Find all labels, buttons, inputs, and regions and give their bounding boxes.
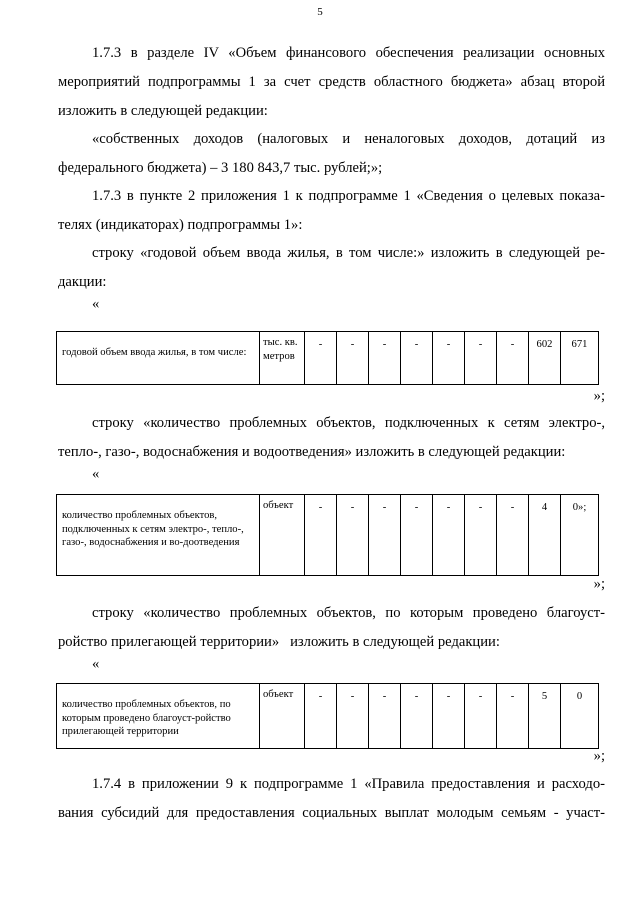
value-cell: - bbox=[369, 684, 401, 749]
paragraph-improvement-row bbox=[58, 599, 605, 657]
value-cell: - bbox=[337, 495, 369, 576]
closing-quote: »; bbox=[593, 748, 605, 764]
value-cell: - bbox=[305, 684, 337, 749]
text-line: 1.7.3 в разделе IV «Объем финансового обеспечения реализации основных bbox=[92, 45, 605, 61]
opening-quote: « bbox=[92, 296, 100, 312]
value-cell: - bbox=[497, 684, 529, 749]
value-cell: - bbox=[497, 332, 529, 385]
opening-quote: « bbox=[92, 466, 100, 482]
indicator-table-utilities bbox=[56, 494, 599, 576]
indicator-table-housing bbox=[56, 331, 599, 385]
text-line: строку «количество проблемных объектов, подключенных к сетям электро-, bbox=[92, 415, 605, 431]
value-cell: - bbox=[401, 495, 433, 576]
value-cell: - bbox=[433, 332, 465, 385]
opening-quote: « bbox=[92, 656, 100, 672]
value-cell: 602 bbox=[529, 332, 561, 385]
value-cell: 4 bbox=[529, 495, 561, 576]
text-line: вания субсидий для предоставления социальных выплат молодым семьям - участ- bbox=[58, 805, 605, 821]
unit-of-measure: объект bbox=[260, 684, 305, 749]
value-cell: - bbox=[337, 332, 369, 385]
value-cell: 671 bbox=[561, 332, 599, 385]
value-cell: - bbox=[497, 495, 529, 576]
value-cell: - bbox=[369, 332, 401, 385]
closing-quote: »; bbox=[593, 576, 605, 592]
paragraph-1-7-3-appendix-1 bbox=[58, 182, 605, 240]
paragraph-1-7-3-section-iv bbox=[58, 39, 605, 126]
paragraph-housing-row bbox=[58, 239, 605, 297]
text-line: «собственных доходов (налоговых и неналоговых доходов, дотаций из bbox=[92, 131, 605, 147]
closing-quote: »; bbox=[593, 388, 605, 404]
value-cell: - bbox=[433, 684, 465, 749]
value-cell: - bbox=[465, 495, 497, 576]
value-cell: - bbox=[305, 332, 337, 385]
unit-of-measure: тыс. кв. метров bbox=[260, 332, 305, 385]
value-cell: - bbox=[433, 495, 465, 576]
indicator-table-improvement bbox=[56, 683, 599, 749]
value-cell: 0»; bbox=[561, 495, 599, 576]
value-cell: - bbox=[465, 684, 497, 749]
value-cell: 5 bbox=[529, 684, 561, 749]
indicator-name: количество проблемных объектов, по которым проведено благоуст-ройство прилегающей территории bbox=[57, 684, 260, 749]
text-line: строку «годовой объем ввода жилья, в том числе:» изложить в следующей ре- bbox=[92, 245, 605, 261]
indicator-name: годовой объем ввода жилья, в том числе: bbox=[57, 332, 260, 385]
table-row bbox=[57, 495, 599, 576]
paragraph-utilities-row bbox=[58, 409, 605, 467]
paragraph-1-7-4-appendix-9 bbox=[58, 770, 605, 828]
text-line: 1.7.4 в приложении 9 к подпрограмме 1 «Правила предоставления и расходо- bbox=[92, 776, 605, 792]
page-number: 5 bbox=[317, 6, 323, 18]
text-line: тепло-, газо-, водоснабжения и водоотведения» изложить в следующей редакции: bbox=[58, 444, 566, 460]
indicator-name: количество проблемных объектов, подключенных к сетям электро-, тепло-, газо-, водоснабжения и во-доотведения bbox=[57, 495, 260, 576]
value-cell: 0 bbox=[561, 684, 599, 749]
text-line: 1.7.3 в пункте 2 приложения 1 к подпрограмме 1 «Сведения о целевых показа- bbox=[92, 188, 605, 204]
table-row bbox=[57, 332, 599, 385]
text-line: строку «количество проблемных объектов, по которым проведено благоуст- bbox=[92, 605, 605, 621]
text-line: федерального бюджета) – 3 180 843,7 тыс. рублей;»; bbox=[58, 160, 383, 176]
text-line: дакции: bbox=[58, 274, 107, 290]
table-row bbox=[57, 684, 599, 749]
text-line: телях (индикаторах) подпрограммы 1»: bbox=[58, 217, 303, 233]
paragraph-own-revenues bbox=[58, 125, 605, 183]
value-cell: - bbox=[401, 332, 433, 385]
value-cell: - bbox=[465, 332, 497, 385]
value-cell: - bbox=[305, 495, 337, 576]
value-cell: - bbox=[369, 495, 401, 576]
unit-of-measure: объект bbox=[260, 495, 305, 576]
text-line: ройство прилегающей территории» изложить в следующей редакции: bbox=[58, 634, 500, 650]
value-cell: - bbox=[401, 684, 433, 749]
text-line: изложить в следующей редакции: bbox=[58, 103, 268, 119]
text-line: мероприятий подпрограммы 1 за счет средств областного бюджета» абзац второй bbox=[58, 74, 605, 90]
value-cell: - bbox=[337, 684, 369, 749]
